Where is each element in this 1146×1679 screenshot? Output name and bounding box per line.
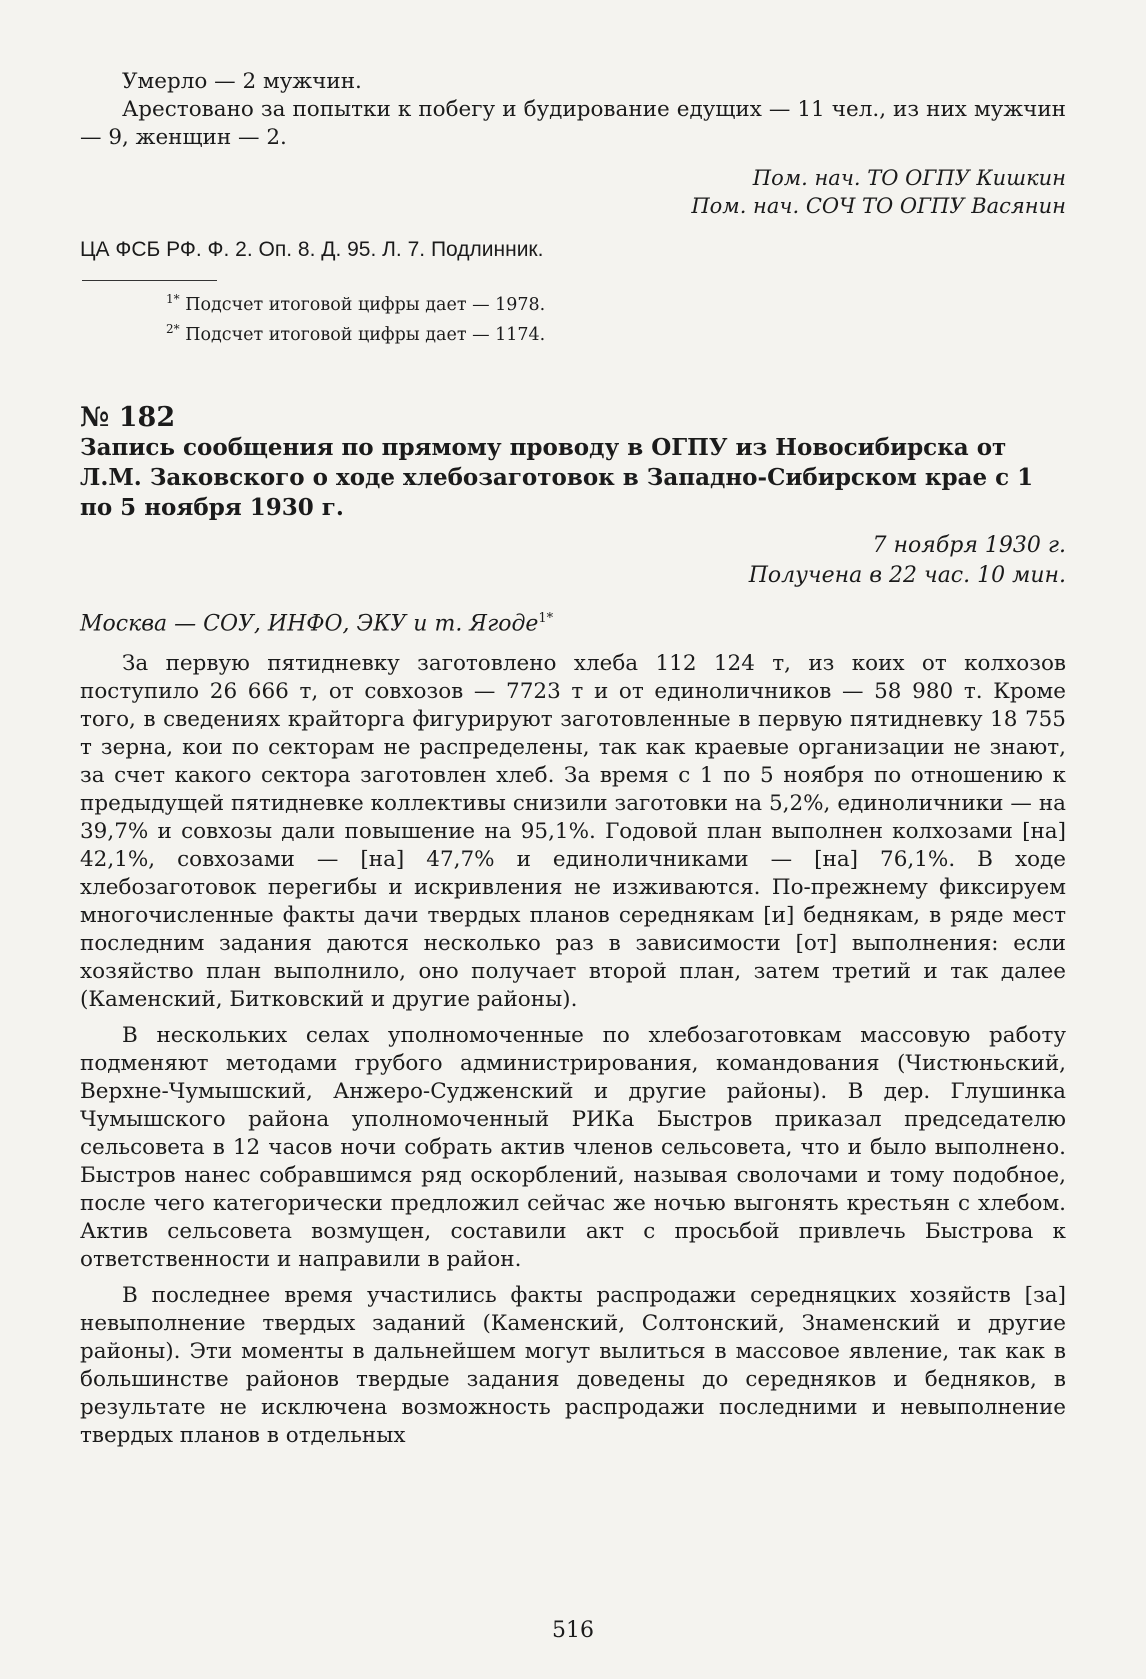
signature-vasyanin: Пом. нач. СОЧ ТО ОГПУ Васянин (691, 194, 1066, 218)
footnote-1-mark: 1* (166, 292, 180, 306)
footnote-2-mark: 2* (166, 321, 180, 336)
signature-kishkin: Пом. нач. ТО ОГПУ Кишкин (752, 166, 1066, 190)
footnote-2 (80, 317, 1066, 347)
archive-reference: ЦА ФСБ РФ. Ф. 2. Оп. 8. Д. 95. Л. 7. Подлинник. (80, 238, 544, 261)
footnote-1 (80, 287, 1066, 317)
page-number: 516 (552, 1618, 594, 1643)
document-page (80, 68, 1066, 1450)
footnote-1-text: Подсчет итоговой цифры дает — 1978. (185, 294, 546, 315)
body-paragraph-3: В последнее время участились факты распродажи середняцких хозяйств [за] невыполнение твердых заданий (Каменский, Солтонский, Знаменский и другие районы). Эти моменты в дальнейшем могут вылиться в массовое явление, так как в большинстве районов твердые задания доведены до середняков и бедняков, в результате не исключена возможность распродажи последними и невыполнение твердых планов в отдельных (80, 1282, 1066, 1448)
address-footnote-mark: 1* (538, 610, 554, 626)
document-title: Запись сообщения по прямому проводу в ОГПУ из Новосибирска от Л.М. Заковского о ходе хлебозаготовок в Западно-Сибирском крае с 1 по 5 ноября 1930 г. (80, 433, 1034, 521)
top-line-deaths: Умерло — 2 мужчин. (122, 69, 362, 94)
body-paragraph-1: За первую пятидневку заготовлено хлеба 112 124 т, из коих от колхозов поступило 26 666 т, от совхозов — 7723 т и от единоличников — 58 980 т. Кроме того, в сведениях крайторга фигурируют заготовленные в первую пятидневку 18 755 т зерна, кои по секторам не распределены, так как краевые организации не знают, за счет какого сектора заготовлен хлеб. За время с 1 по 5 ноября по отношению к предыдущей пятидневке коллективы снизили заготовки на 5,2%, единоличники — на 39,7% и совхозы дали повышение на 95,1%. Годовой план выполнен колхозами [на] 42,1%, совхозами — [на] 47,7% и единоличниками — [на] 76,1%. В ходе хлебозаготовок перегибы и искривления не изживаются. По-прежнему фиксируем многочисленные факты дачи твердых планов середнякам [и] беднякам, в ряде мест последним задания даются несколько раз в зависимости [от] выполнения: если хозяйство план выполнило, оно получает второй план, затем третий и так далее (Каменский, Битковский и другие районы). (80, 650, 1066, 1012)
footnote-divider (82, 280, 217, 281)
footnote-2-text: Подсчет итоговой цифры дает — 1174. (185, 324, 546, 345)
address-text: Москва — СОУ, ИНФО, ЭКУ и т. Ягоде (80, 610, 539, 636)
body-paragraph-2: В нескольких селах уполномоченные по хлебозаготовкам массовую работу подменяют методами грубого администрирования, командования (Чистюньский, Верхне-Чумышский, Анжеро-Судженский и другие районы). В дер. Глушинка Чумышского района уполномоченный РИКа Быстров приказал председателю сельсовета в 12 часов ночи собрать актив членов сельсовета, что и было выполнено. Быстров нанес собравшимся ряд оскорблений, называя сволочами и тому подобное, после чего категорически предложил сейчас же ночью выгонять крестьян с хлебом. Актив сельсовета возмущен, составили акт с просьбой привлечь Быстрова к ответственности и направили в район. (80, 1022, 1066, 1272)
document-address (80, 605, 1066, 638)
top-line-arrests: Арестовано за попытки к побегу и будирование едущих — 11 чел., из них мужчин — 9, женщин — 2. (80, 97, 1066, 150)
document-received: Получена в 22 час. 10 мин. (748, 562, 1066, 588)
document-date: 7 ноября 1930 г. (872, 532, 1066, 558)
document-number: № 182 (80, 401, 176, 433)
